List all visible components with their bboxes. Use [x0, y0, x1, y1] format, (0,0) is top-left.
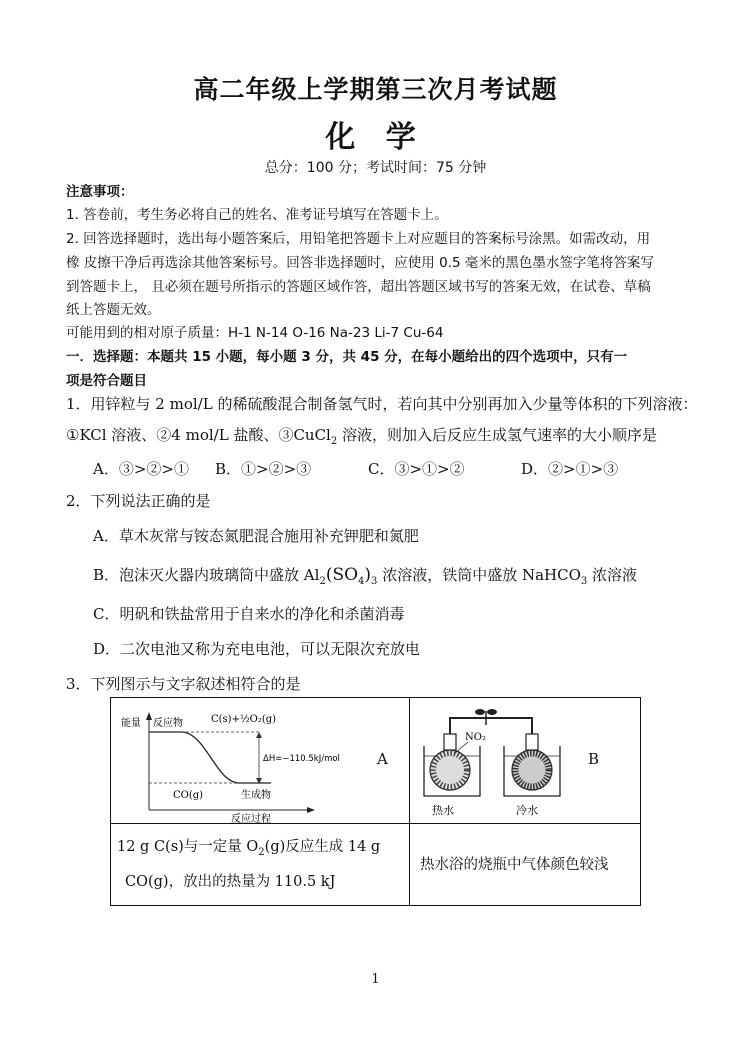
exam-title: 高二年级上学期第三次月考试题 [193, 75, 558, 104]
q2-option-b [93, 564, 637, 587]
energy-diagram [111, 698, 409, 823]
q2-b-part-2: (SO [325, 565, 359, 585]
reactant-formula: C(s)+½O₂(g) [211, 714, 277, 725]
note-line-4: 到答题卡上， 且必须在题号所指示的答题区域作答，超出答题区域书写的答案无效，在试卷、草稿 [66, 279, 651, 295]
subject-title: 化 学 [325, 120, 426, 155]
q1-option-c: C．③>①>② [368, 460, 465, 478]
q3-cell-figure-b [410, 698, 641, 824]
q1-stem-line2 [66, 424, 657, 447]
q2-stem: 2．下列说法正确的是 [66, 492, 211, 510]
score-time: 总分：100 分；考试时间：75 分钟 [264, 160, 487, 176]
q2-b-part-4: 浓溶液，铁筒中盛放 NaHCO [377, 566, 581, 584]
cold-water-label: 冷水 [516, 804, 538, 817]
text-a-line1 [117, 832, 409, 868]
q3-cell-text-a [111, 824, 410, 906]
q3-stem: 3．下列图示与文字叙述相符合的是 [66, 675, 301, 693]
q2-b-part-5: 浓溶液 [587, 566, 638, 584]
q3-cell-text-b [410, 824, 641, 906]
flask-apparatus [410, 698, 640, 823]
q2-b-part-3: ) [364, 565, 372, 585]
q1-stem-sub: 2 [330, 436, 338, 447]
q2-option-d: D．二次电池又称为充电电池，可以无限次充放电 [93, 640, 421, 658]
atomic-mass: 可能用到的相对原子质量：H-1 N-14 O-16 Na-23 Li-7 Cu-64 [66, 325, 444, 341]
q1-stem-part-b: 溶液，则加入后反应生成氢气速率的大小顺序是 [337, 426, 658, 444]
q3-cell-figure-a [111, 698, 410, 824]
note-line-3: 橡 皮擦干净后再选涂其他答案标号。回答非选择题时，应使用 0.5 毫米的黑色墨水签字笔将答案写 [66, 255, 654, 271]
q2-option-a: A．草木灰常与铵态氮肥混合施用补充钾肥和氮肥 [93, 527, 419, 545]
enthalpy-label: ΔH=−110.5kJ/mol [263, 754, 340, 764]
q1-option-a: A．③>②>① [93, 460, 189, 478]
product-label: 生成物 [241, 790, 271, 801]
section-heading-line2: 项是符合题目 [66, 373, 147, 389]
text-a-part-1: 12 g C(s)与一定量 O [117, 838, 259, 855]
section-heading-line1: 一．选择题：本题共 15 小题，每小题 3 分，共 45 分，在每小题给出的四个选项中，只有一 [66, 349, 628, 365]
product-formula: CO(g) [173, 790, 204, 801]
q2-option-c: C．明矾和铁盐常用于自来水的净化和杀菌消毒 [93, 605, 405, 623]
gas-label: NO₂ [465, 732, 486, 743]
q2-b-sub-4: 3 [580, 576, 588, 587]
q1-stem-part-a: ①KCl 溶液、②4 mol/L 盐酸、③CuCl [66, 426, 331, 444]
page-number: 1 [371, 972, 380, 987]
q2-b-sub-3: 3 [371, 576, 378, 587]
note-line-2: 2. 回答选择题时，选出每小题答案后，用铅笔把答题卡上对应题目的答案标号涂黑。如需改动，用 [66, 231, 651, 247]
reactant-label: 反应物 [153, 718, 183, 729]
note-line-5: 纸上答题无效。 [66, 302, 161, 318]
text-a-sub: 2 [258, 846, 265, 858]
axis-y-label: 能量 [121, 718, 141, 729]
label-a: A [377, 750, 388, 768]
q1-stem-line1: 1．用锌粒与 2 mol/L 的稀硫酸混合制备氢气时，若向其中分别再加入少量等体积的下列溶液： [66, 395, 698, 413]
q2-b-sub-2: 4 [358, 576, 365, 587]
q1-option-d: D．②>①>③ [521, 460, 619, 478]
notes-heading: 注意事项： [66, 184, 134, 200]
text-a-part-2: (g)反应生成 14 g [264, 838, 381, 855]
text-b: 热水浴的烧瓶中气体颜色较浅 [420, 856, 609, 873]
label-b: B [588, 750, 600, 768]
q2-b-part-1: B．泡沫灭火器内玻璃筒中盛放 Al [93, 566, 320, 584]
axis-x-label: 反应过程 [231, 814, 271, 823]
text-a-line2: CO(g)，放出的热量为 110.5 kJ [125, 874, 336, 891]
q1-option-b: B．①>②>③ [215, 460, 312, 478]
q3-figure-table [110, 697, 641, 906]
q2-b-sub-1: 2 [319, 576, 326, 587]
hot-water-label: 热水 [432, 804, 454, 817]
note-line-1: 1. 答卷前，考生务必将自己的姓名、准考证号填写在答题卡上。 [66, 207, 448, 223]
